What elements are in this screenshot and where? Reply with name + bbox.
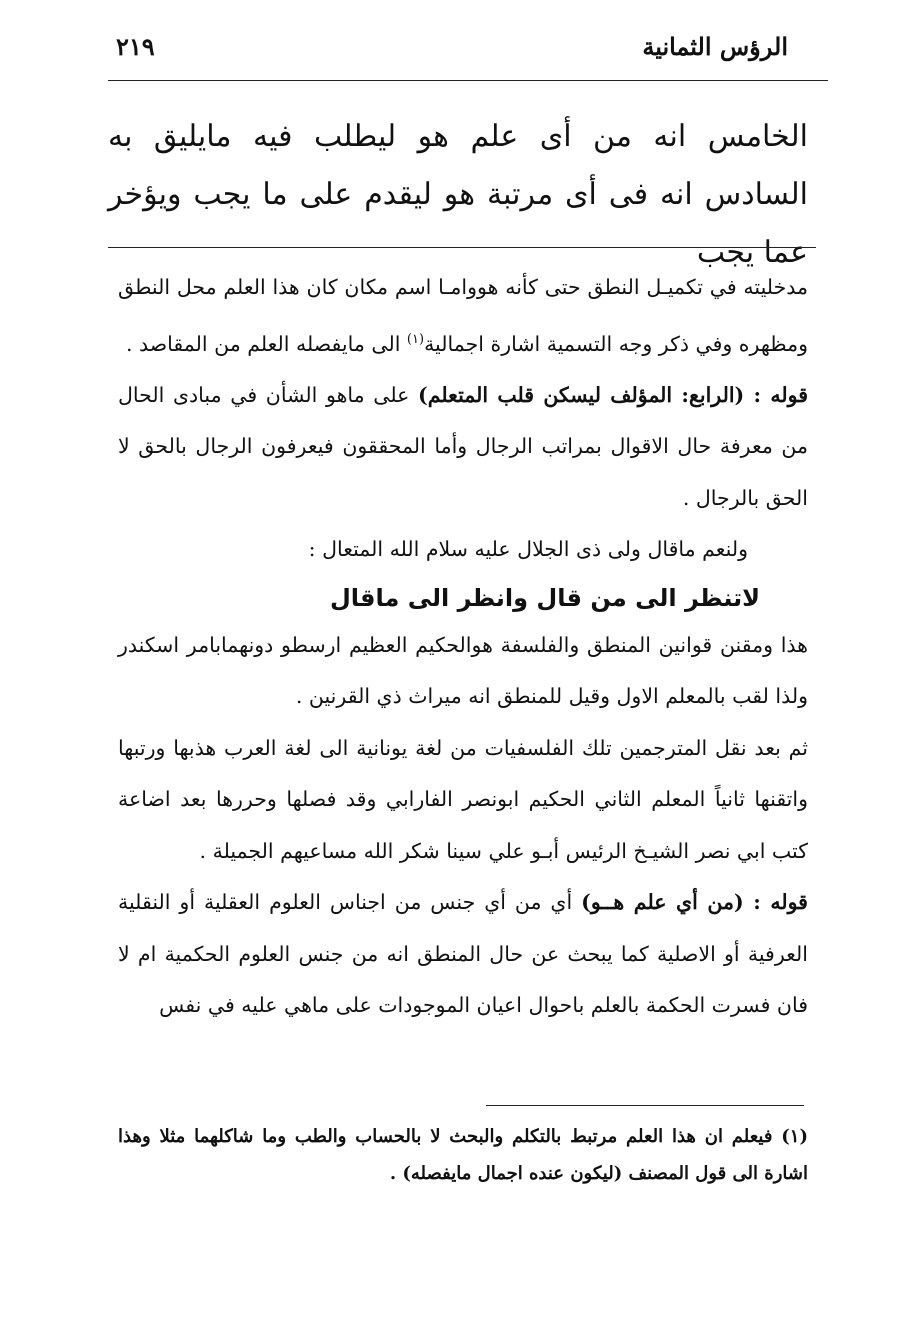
verse-quote: لاتنظر الى من قال وانظر الى ماقال	[329, 583, 760, 612]
commentary-paragraph: ثم بعد نقل المترجمين تلك الفلسفيات من لغة يونانية الى لغة العرب هذبها ورتبها واتقنها ثانياً المعلم الثاني الحكيم ابونصر الفارابي وقد فصلها وحررها بعد اضاعة كتب ابي نصر الشيـخ الرئيس أبـو علي سينا شكر الله مساعيهم الجميلة .	[118, 735, 808, 863]
footnote: (١) فيعلم ان هذا العلم مرتبط بالتكلم والبحث لا بالحساب والطب وما شاكلهما مثلا وهذا اشارة الى قول المصنف (ليكون عنده اجمال مايفصله) .	[118, 1126, 808, 1184]
page-header	[108, 28, 828, 74]
commentary-paragraph: هذا ومقنن قوانين المنطق والفلسفة هوالحكيم العظيم ارسطو دونهمابامر اسكندر ولذا لقب بالمعلم الاول وقيل للمنطق انه ميراث ذي القرنين .	[118, 632, 808, 709]
paragraph-text: مدخليته في تكميـل النطق حتى كأنه هووامـا اسم مكان كان هذا العلم محل النطق ومظهره وفي ذكر وجه التسمية اشارة اجمالية	[118, 275, 808, 356]
commentary-paragraph	[118, 877, 808, 1032]
quote-lead: قوله : (الرابع: المؤلف ليسكن قلب المتعلم)	[418, 382, 808, 407]
footnote-rule	[486, 1105, 804, 1106]
main-text: الخامس انه من أى علم هو ليطلب فيه مايليق به السادس انه فى أى مرتبة هو ليقدم على ما يجب ويؤخر عما يجب	[108, 119, 808, 270]
commentary	[118, 262, 808, 1032]
paragraph-text: الى مايفصله العلم من المقاصد .	[125, 331, 407, 356]
commentary-paragraph	[118, 262, 808, 370]
main-text-divider	[108, 247, 816, 248]
running-title: الرؤس الثمانية	[642, 32, 788, 61]
header-rule	[108, 80, 828, 81]
footnote-reference: (١)	[406, 331, 425, 347]
commentary-paragraph	[118, 370, 808, 525]
page-number: ٢١٩	[116, 32, 155, 61]
quote-lead: قوله : (من أي علم هــو)	[581, 890, 808, 915]
verse-intro: ولنعم ماقال ولى ذى الجلال عليه سلام الله المتعال :	[308, 537, 748, 562]
paragraph-text: أي من أي جنس من اجناس العلوم العقلية أو النقلية العرفية أو الاصلية كما يبحث عن حال المنطق انه من جنس العلوم الحكمية ام لا فان فسرت الحكمة بالعلم باحوال اعيان الموجودات على ماهي عليه في نفس	[118, 890, 808, 1018]
paragraph-text: على ماهو الشأن في مبادى الحال من معرفة حال الاقوال بمراتب الرجال وأما المحققون فيعرفون الرجال بالحق لا الحق بالرجال .	[118, 382, 808, 510]
